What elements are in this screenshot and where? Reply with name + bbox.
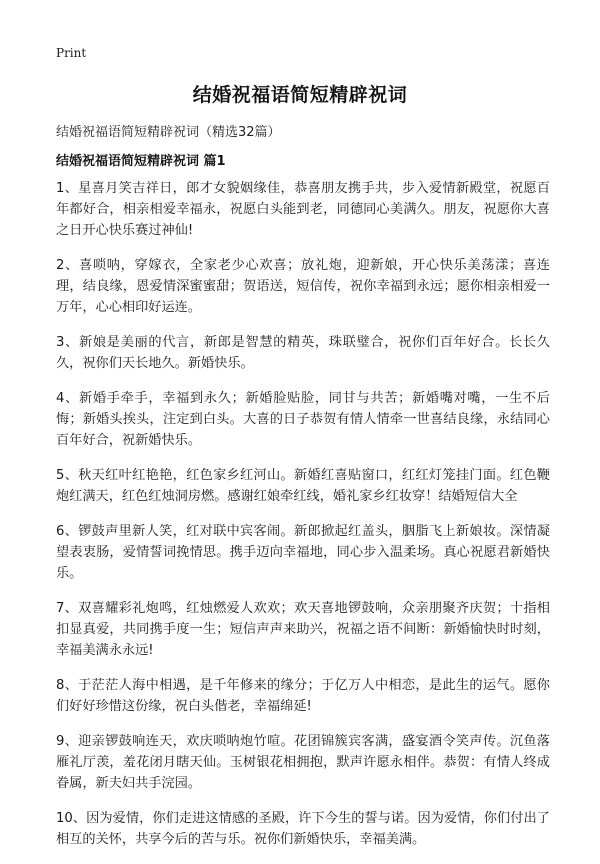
print-link[interactable]: Print bbox=[56, 46, 87, 60]
paragraph-3: 3、新娘是美丽的代言，新郎是智慧的精英，珠联璧合，祝你们百年好合。长长久久，祝你们天长地久。新婚快乐。 bbox=[56, 335, 550, 371]
paragraph-1: 1、星喜月笑吉祥日，郎才女貌姻缘佳，恭喜朋友携手共，步入爱情新殿堂，祝愿百年都好合，相亲相爱幸福永，祝愿白头能到老，同德同心美满久。朋友，祝愿你大喜之日开心快乐赛过神仙! bbox=[56, 181, 550, 238]
page-title: 结婚祝福语简短精辟祝词 bbox=[192, 84, 408, 106]
paragraph-6: 6、锣鼓声里新人笑，红对联中宾客闹。新郎掀起红盖头，胭脂飞上新娘妆。深情凝望表衷肠，爱情誓词挽情思。携手迈向幸福地，同心步入温柔场。真心祝愿君新婚快乐。 bbox=[56, 524, 550, 581]
document-subtitle: 结婚祝福语简短精辟祝词（精选32篇） bbox=[56, 125, 281, 140]
paragraph-2: 2、喜唢呐，穿嫁衣，全家老少心欢喜；放礼炮，迎新娘，开心快乐美荡漾；喜连理，结良缘，恩爱情深蜜蜜甜；贺语送，短信传，祝你幸福到永远；愿你相亲相爱一万年，心心相印好运连。 bbox=[56, 258, 550, 315]
paragraph-8: 8、于茫茫人海中相遇，是千年修来的缘分；于亿万人中相恋，是此生的运气。愿你们好好珍惜这份缘，祝白头偕老，幸福绵延! bbox=[56, 678, 550, 714]
paragraph-7: 7、双喜耀彩礼炮鸣，红烛燃爱人欢欢；欢天喜地锣鼓响，众亲朋聚齐庆贺；十指相扣显真爱，共同携手度一生；短信声声来助兴，祝福之语不间断：新婚愉快时时刻，幸福美满永永远! bbox=[56, 601, 550, 658]
paragraph-9: 9、迎亲锣鼓响连天，欢庆唢呐炮竹喧。花团锦簇宾客满，盛宴酒令笑声传。沉鱼落雁礼厅羡，羞花闭月瞎天仙。玉树银花相拥抱，默声许愿永相伴。恭贺：有情人终成眷属，新夫妇共手浣园。 bbox=[56, 734, 550, 791]
section-heading: 结婚祝福语简短精辟祝词 篇1 bbox=[56, 154, 226, 169]
paragraph-5: 5、秋天红叶红艳艳，红色家乡红河山。新婚红喜贴窗口，红红灯笼挂门面。红色鞭炮红满天，红色红烛洞房燃。感谢红娘牵红线，婚礼家乡红妆穿！结婚短信大全 bbox=[56, 468, 550, 504]
article-body bbox=[56, 178, 550, 864]
paragraph-4: 4、新婚手牵手，幸福到永久；新婚脸贴脸，同甘与共苦；新婚嘴对嘴，一生不后悔；新婚头挨头，注定到白头。大喜的日子恭贺有情人情牵一世喜结良缘，永结同心百年好合，祝新婚快乐。 bbox=[56, 391, 550, 448]
paragraph-10: 10、因为爱情，你们走进这情感的圣殿，许下今生的誓与诺。因为爱情，你们付出了相互的关怀，共享今后的苦与乐。祝你们新婚快乐，幸福美满。 bbox=[56, 811, 550, 847]
